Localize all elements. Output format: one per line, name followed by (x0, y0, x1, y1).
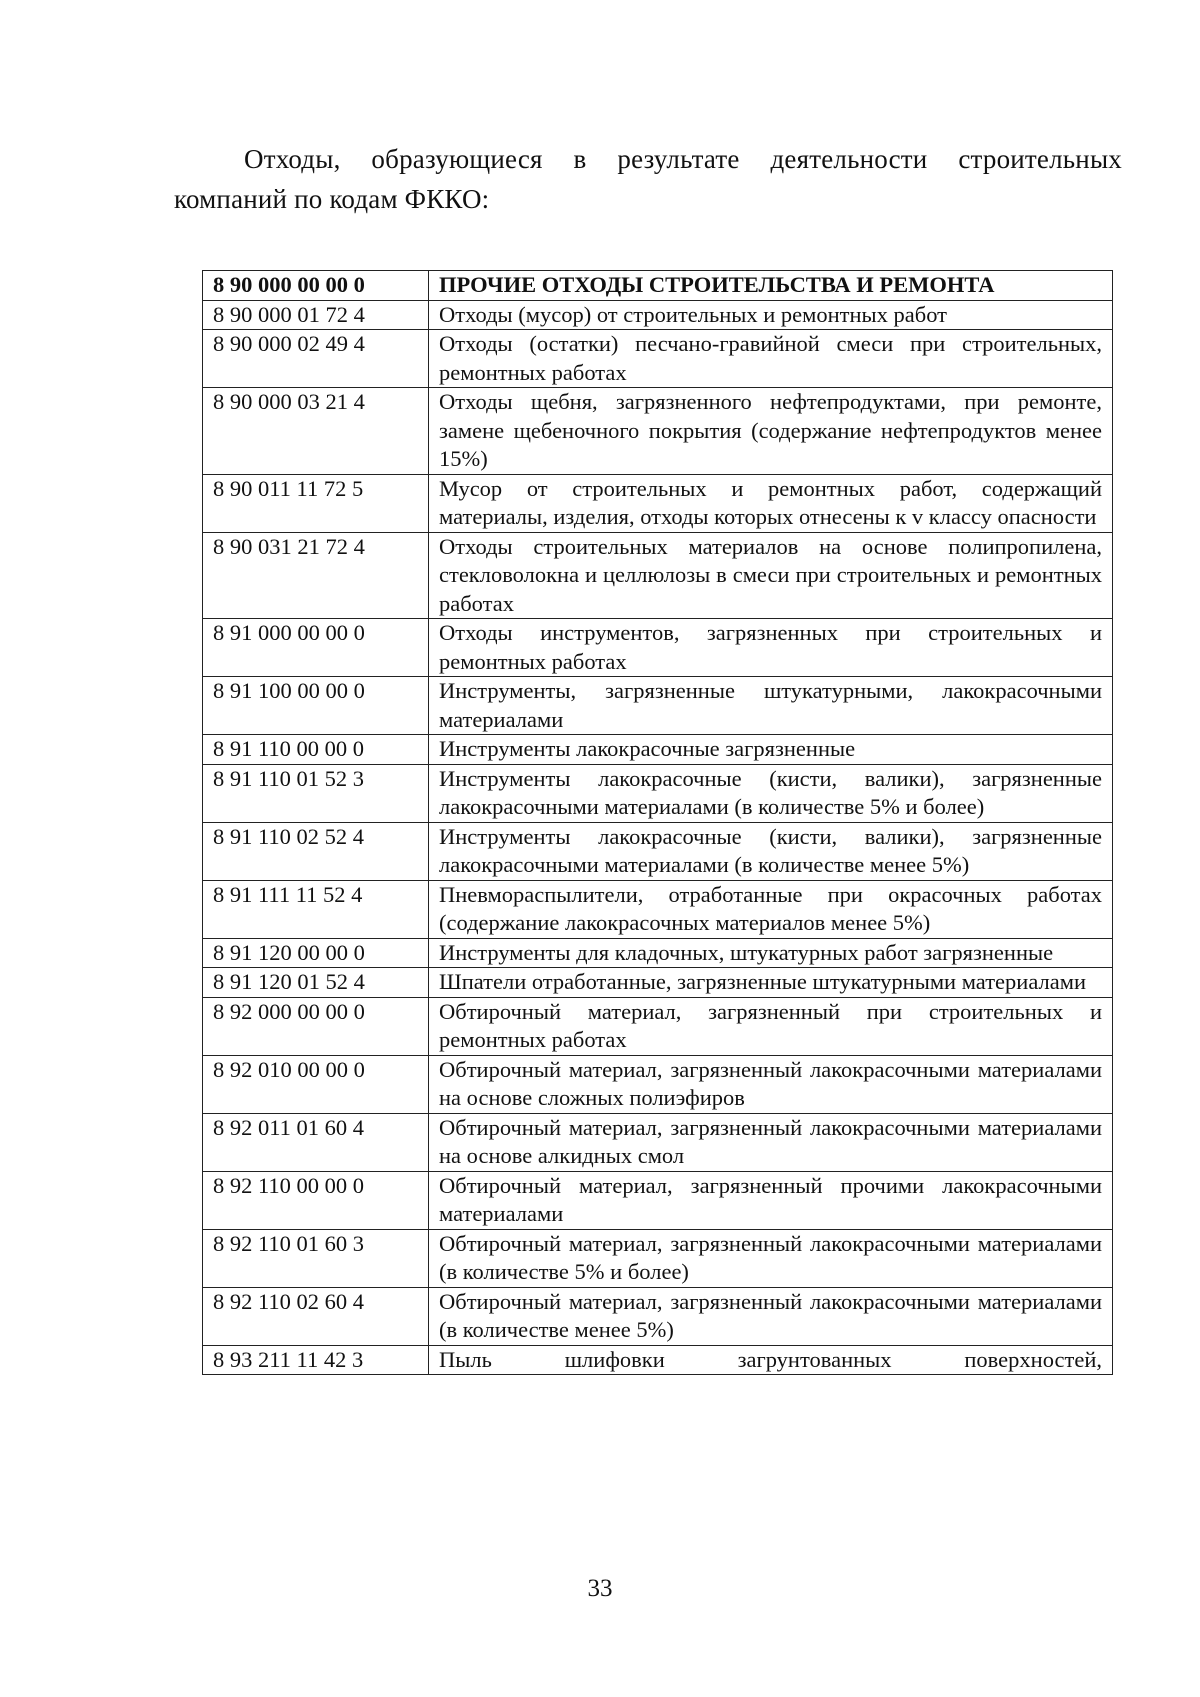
table-row (203, 1171, 1113, 1229)
table-row (203, 330, 1113, 388)
description-cell: Инструменты, загрязненные штукатурными, лакокрасочными материалами (429, 677, 1113, 735)
description-cell: Обтирочный материал, загрязненный лакокрасочными материалами на основе алкидных смол (429, 1113, 1113, 1171)
table-row (203, 474, 1113, 532)
code-cell: 8 91 120 00 00 0 (203, 938, 429, 968)
table-row (203, 532, 1113, 619)
description-cell: Инструменты лакокрасочные (кисти, валики), загрязненные лакокрасочными материалами (в количестве менее 5%) (429, 822, 1113, 880)
code-cell: 8 92 000 00 00 0 (203, 997, 429, 1055)
description-cell: Отходы (остатки) песчано-гравийной смеси при строительных, ремонтных работах (429, 330, 1113, 388)
description-cell: Обтирочный материал, загрязненный прочими лакокрасочными материалами (429, 1171, 1113, 1229)
intro-paragraph (174, 139, 1122, 219)
description-cell: Инструменты лакокрасочные загрязненные (429, 735, 1113, 765)
code-cell: 8 92 010 00 00 0 (203, 1055, 429, 1113)
code-cell: 8 91 111 11 52 4 (203, 880, 429, 938)
table-row (203, 822, 1113, 880)
code-cell: 8 92 110 00 00 0 (203, 1171, 429, 1229)
header-description-cell: ПРОЧИЕ ОТХОДЫ СТРОИТЕЛЬСТВА И РЕМОНТА (429, 271, 1113, 301)
description-cell: Мусор от строительных и ремонтных работ, содержащий материалы, изделия, отходы которых отнесены к v классу опасности (429, 474, 1113, 532)
fkko-table-body (203, 271, 1113, 1375)
table-row (203, 300, 1113, 330)
table-row (203, 938, 1113, 968)
table-row (203, 619, 1113, 677)
table-row (203, 968, 1113, 998)
table-row (203, 388, 1113, 475)
table-row (203, 764, 1113, 822)
description-cell: Обтирочный материал, загрязненный при строительных и ремонтных работах (429, 997, 1113, 1055)
code-cell: 8 90 000 02 49 4 (203, 330, 429, 388)
code-cell: 8 90 000 01 72 4 (203, 300, 429, 330)
code-cell: 8 91 110 00 00 0 (203, 735, 429, 765)
table-row (203, 1287, 1113, 1345)
code-cell: 8 90 000 03 21 4 (203, 388, 429, 475)
header-code-cell: 8 90 000 00 00 0 (203, 271, 429, 301)
table-row (203, 677, 1113, 735)
code-cell: 8 91 120 01 52 4 (203, 968, 429, 998)
description-cell: Отходы (мусор) от строительных и ремонтных работ (429, 300, 1113, 330)
table-row (203, 1345, 1113, 1375)
description-cell: Пневмораспылители, отработанные при окрасочных работах (содержание лакокрасочных материалов менее 5%) (429, 880, 1113, 938)
code-cell: 8 91 000 00 00 0 (203, 619, 429, 677)
table-row (203, 1113, 1113, 1171)
description-cell: Отходы инструментов, загрязненных при строительных и ремонтных работах (429, 619, 1113, 677)
page-number: 33 (587, 1575, 613, 1602)
description-cell: Отходы щебня, загрязненного нефтепродуктами, при ремонте, замене щебеночного покрытия (содержание нефтепродуктов менее 15%) (429, 388, 1113, 475)
code-cell: 8 93 211 11 42 3 (203, 1345, 429, 1375)
table-row (203, 1055, 1113, 1113)
table-row (203, 880, 1113, 938)
description-cell: Инструменты для кладочных, штукатурных работ загрязненные (429, 938, 1113, 968)
description-cell: Обтирочный материал, загрязненный лакокрасочными материалами (в количестве менее 5%) (429, 1287, 1113, 1345)
description-cell: Обтирочный материал, загрязненный лакокрасочными материалами (в количестве 5% и более) (429, 1229, 1113, 1287)
code-cell: 8 91 100 00 00 0 (203, 677, 429, 735)
description-cell: Пыль шлифовки загрунтованных поверхностей, (429, 1345, 1113, 1375)
description-cell: Отходы строительных материалов на основе полипропилена, стекловолокна и целлюлозы в смеси при строительных и ремонтных работах (429, 532, 1113, 619)
code-cell: 8 91 110 02 52 4 (203, 822, 429, 880)
table-row (203, 1229, 1113, 1287)
code-cell: 8 92 110 02 60 4 (203, 1287, 429, 1345)
description-cell: Инструменты лакокрасочные (кисти, валики), загрязненные лакокрасочными материалами (в количестве 5% и более) (429, 764, 1113, 822)
description-cell: Обтирочный материал, загрязненный лакокрасочными материалами на основе сложных полиэфиров (429, 1055, 1113, 1113)
code-cell: 8 90 031 21 72 4 (203, 532, 429, 619)
table-row (203, 735, 1113, 765)
code-cell: 8 92 011 01 60 4 (203, 1113, 429, 1171)
code-cell: 8 92 110 01 60 3 (203, 1229, 429, 1287)
intro-text: Отходы, образующиеся в результате деятельности строительных компаний по кодам ФККО: (174, 144, 1122, 214)
table-header-row (203, 271, 1113, 301)
code-cell: 8 91 110 01 52 3 (203, 764, 429, 822)
table-row (203, 997, 1113, 1055)
fkko-waste-table (202, 270, 1113, 1375)
description-cell: Шпатели отработанные, загрязненные штукатурными материалами (429, 968, 1113, 998)
code-cell: 8 90 011 11 72 5 (203, 474, 429, 532)
